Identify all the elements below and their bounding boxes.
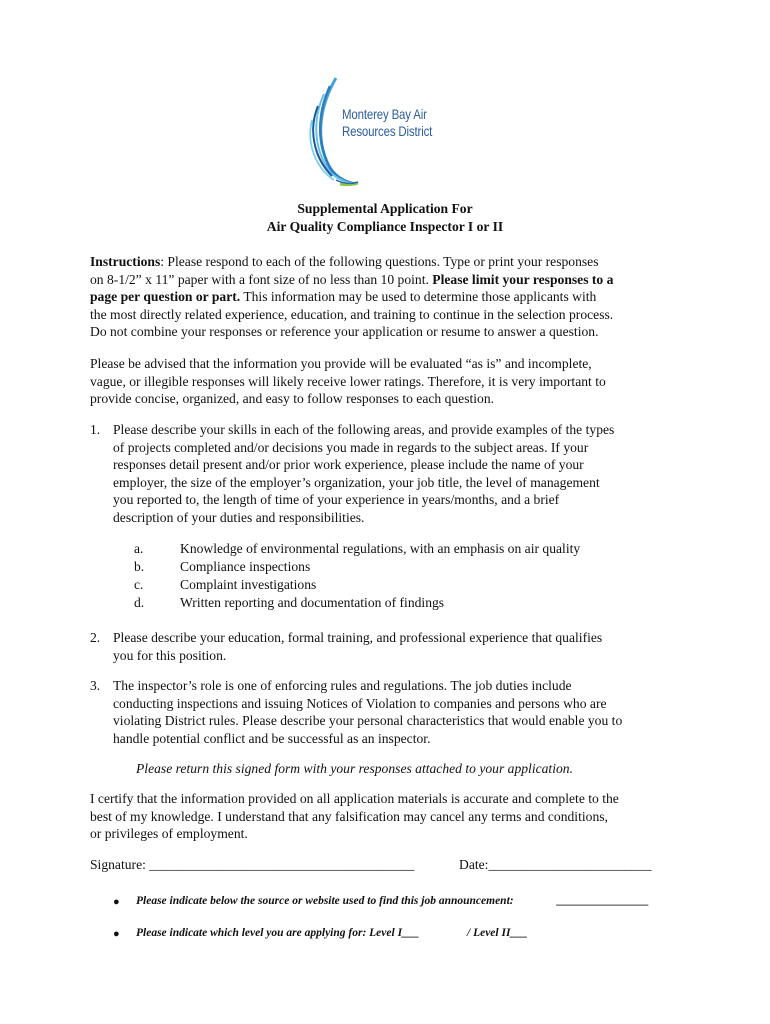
return-note: Please return this signed form with your responses attached to your application.: [136, 761, 573, 776]
question-3-line: conducting inspections and issuing Notices of Violation to companies and persons who are: [113, 695, 607, 711]
instructions-label: Instructions: [90, 254, 161, 269]
sub-item-letter: b.: [134, 559, 145, 574]
question-3-number: 3.: [90, 678, 101, 693]
question-2-number: 2.: [90, 630, 101, 645]
question-2-line: Please describe your education, formal training, and professional experience that qualifies: [113, 630, 603, 645]
district-logo: [300, 72, 460, 192]
question-2-text: [113, 629, 683, 664]
sub-item-text: Knowledge of environmental regulations, with an emphasis on air quality: [180, 541, 581, 556]
logo-line-2: Resources District: [342, 123, 433, 139]
sub-item-letter: c.: [134, 577, 144, 592]
question-1-text: [113, 421, 683, 527]
instructions-line-3a: page per question or part.: [90, 289, 241, 305]
advised-paragraph: [90, 355, 690, 408]
question-1-line: employer, the size of the employer’s organization, your job title, the level of management: [113, 474, 600, 490]
bullet-icon: ●: [113, 928, 120, 940]
certify-paragraph: [90, 790, 690, 843]
title-line-2: Air Quality Compliance Inspector I or II: [266, 219, 504, 234]
sub-item-text: Complaint investigations: [180, 577, 317, 592]
question-1-line: of projects completed and/or decisions you made in regards to the subject areas. If your: [113, 439, 589, 455]
question-2-line: you for this position.: [113, 647, 227, 663]
source-answer-blank[interactable]: ________________: [557, 895, 649, 907]
instructions-line-2b: Please limit your responses to a: [432, 271, 614, 287]
certify-line-3: or privileges of employment.: [90, 826, 248, 842]
question-3-line: violating District rules. Please describe your personal characteristics that would enable you to: [113, 713, 623, 729]
signature-field[interactable]: Signature: _______________________________________: [90, 857, 415, 872]
advised-line-2: vague, or illegible responses will likely receive lower ratings. Therefore, it is very important to: [90, 373, 606, 389]
instructions-line-5: Do not combine your responses or reference your application or resume to answer a question.: [90, 324, 599, 340]
advised-line-3: provide concise, organized, and easy to follow responses to each question.: [90, 391, 495, 407]
source-question: Please indicate below the source or website used to find this job announcement:: [136, 895, 514, 907]
logo-line-1: Monterey Bay Air: [342, 106, 427, 122]
question-1-number: 1.: [90, 422, 101, 437]
instructions-paragraph: [90, 253, 690, 341]
bullet-icon: ●: [113, 896, 120, 908]
instructions-line-1: : Please respond to each of the following questions. Type or print your responses: [160, 254, 599, 269]
instructions-line-3b: This information may be used to determine those applicants with: [240, 289, 597, 305]
advised-line-1: Please be advised that the information you provide will be evaluated “as is” and incomplete,: [90, 356, 592, 371]
logo-text: [342, 106, 432, 140]
date-field[interactable]: Date:________________________: [459, 857, 652, 872]
sub-item-letter: d.: [134, 595, 145, 610]
sub-item-text: Compliance inspections: [180, 559, 311, 574]
instructions-line-2a: on 8-1/2” x 11” paper with a font size of no less than 10 point.: [90, 271, 433, 287]
question-1-line: Please describe your skills in each of the following areas, and provide examples of the types: [113, 422, 615, 437]
question-1-line: you reported to, the length of time of your experience in years/months, and a brief: [113, 492, 560, 508]
instructions-line-4: the most directly related experience, education, and training to continue in the selection process.: [90, 306, 614, 322]
question-1-line: description of your duties and responsibilities.: [113, 509, 365, 525]
question-3-line: The inspector’s role is one of enforcing rules and regulations. The job duties include: [113, 678, 572, 693]
certify-line-1: I certify that the information provided on all application materials is accurate and complete to the: [90, 791, 619, 806]
level-ii-option[interactable]: / Level II___: [467, 927, 528, 939]
question-1-line: responses detail present and/or prior work experience, please include the name of your: [113, 457, 584, 473]
certify-line-2: best of my knowledge. I understand that any falsification may cancel any terms and conditions,: [90, 808, 608, 824]
sub-item-letter: a.: [134, 541, 144, 556]
question-3-line: handle potential conflict and be successful as an inspector.: [113, 730, 431, 746]
sub-item-text: Written reporting and documentation of findings: [180, 595, 445, 610]
title-line-1: Supplemental Application For: [297, 201, 473, 216]
question-3-text: [113, 677, 683, 747]
level-question[interactable]: Please indicate which level you are applying for: Level I___: [136, 927, 420, 939]
